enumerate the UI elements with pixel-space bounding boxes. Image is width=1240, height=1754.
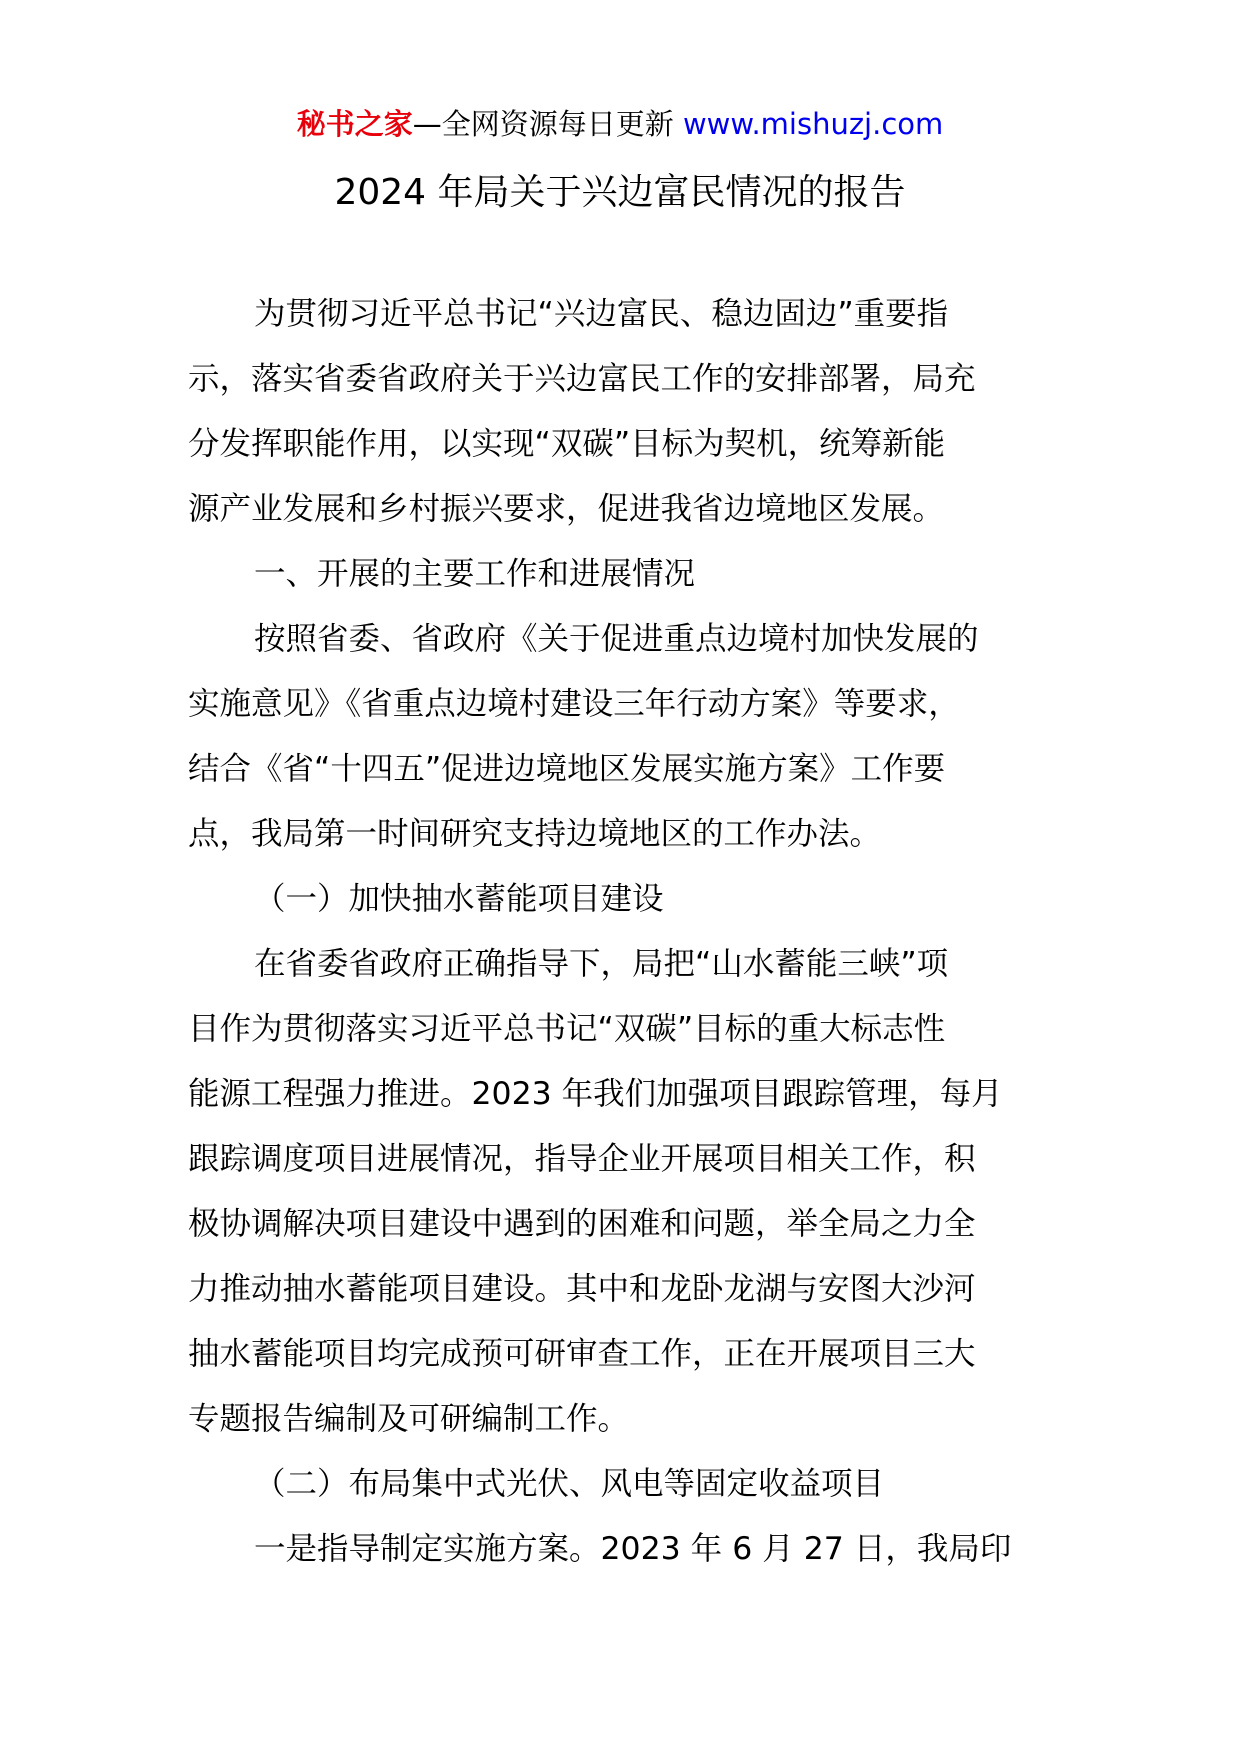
text-line: 抽水蓄能项目均完成预可研审查工作，正在开展项目三大 bbox=[188, 1336, 976, 1372]
text-line: 跟踪调度项目进展情况，指导企业开展项目相关工作，积 bbox=[188, 1141, 976, 1177]
text-line: 在省委省政府正确指导下，局把“山水蓄能三峡”项 bbox=[254, 946, 949, 982]
text-line: 极协调解决项目建设中遇到的困难和问题，举全局之力全 bbox=[188, 1206, 976, 1242]
text-line: 源产业发展和乡村振兴要求，促进我省边境地区发展。 bbox=[188, 491, 945, 527]
brand-name: 秘书之家 bbox=[296, 107, 413, 141]
text-line: 目作为贯彻落实习近平总书记“双碳”目标的重大标志性 bbox=[188, 1011, 946, 1047]
text-line: 力推动抽水蓄能项目建设。其中和龙卧龙湖与安图大沙河 bbox=[188, 1271, 976, 1307]
subsection-heading: （二）布局集中式光伏、风电等固定收益项目 bbox=[254, 1466, 885, 1502]
text-line: 点，我局第一时间研究支持边境地区的工作办法。 bbox=[188, 816, 882, 852]
text-line: 能源工程强力推进。2023 年我们加强项目跟踪管理，每月 bbox=[188, 1076, 1003, 1112]
section-heading: 一、开展的主要工作和进展情况 bbox=[254, 556, 696, 592]
document-title: 2024 年局关于兴边富民情况的报告 bbox=[334, 172, 906, 213]
site-header bbox=[0, 104, 1240, 144]
subsection-heading: （一）加快抽水蓄能项目建设 bbox=[254, 881, 664, 917]
document-body bbox=[188, 292, 1056, 1592]
text-line: 示，落实省委省政府关于兴边富民工作的安排部署，局充 bbox=[188, 361, 976, 397]
text-line: 按照省委、省政府《关于促进重点边境村加快发展的 bbox=[254, 621, 979, 657]
text-line: 结合《省“十四五”促进边境地区发展实施方案》工作要 bbox=[188, 751, 946, 787]
text-line: 一是指导制定实施方案。2023 年 6 月 27 日，我局印 bbox=[254, 1531, 1012, 1567]
header-tagline: —全网资源每日更新 bbox=[412, 107, 683, 141]
text-line: 分发挥职能作用，以实现“双碳”目标为契机，统筹新能 bbox=[188, 426, 946, 462]
text-line: 实施意见》《省重点边境村建设三年行动方案》等要求， bbox=[188, 686, 960, 722]
site-link[interactable]: www.mishuzj.com bbox=[682, 107, 944, 141]
text-line: 专题报告编制及可研编制工作。 bbox=[188, 1401, 630, 1437]
text-line: 为贯彻习近平总书记“兴边富民、稳边固边”重要指 bbox=[254, 296, 949, 332]
